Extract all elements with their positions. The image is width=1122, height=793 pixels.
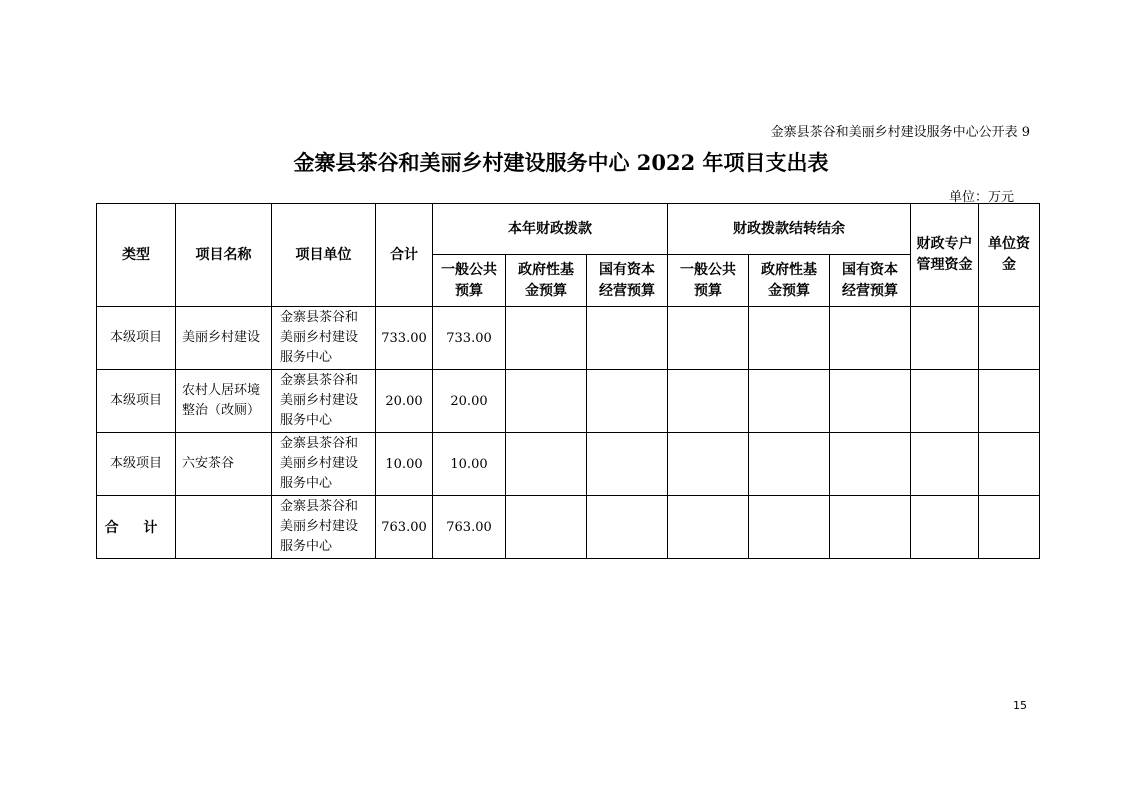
header-carry-state-capital-budget-label: 国有资本经营预算 (842, 261, 899, 299)
total-row-total: 763.00 (376, 496, 433, 559)
row-project-unit-text: 金寨县茶谷和美丽乡村建设服务中心 (280, 373, 359, 428)
row-carry-state-capital (830, 433, 911, 496)
header-special-account-funds (911, 204, 979, 307)
total-row-carry-gov-fund (749, 496, 830, 559)
row-project-unit (272, 433, 376, 496)
row-general-public: 10.00 (433, 433, 506, 496)
row-project-unit-text: 金寨县茶谷和美丽乡村建设服务中心 (280, 436, 359, 491)
document-reference-label: 金寨县茶谷和美丽乡村建设服务中心公开表 9 (770, 125, 1030, 140)
row-carry-state-capital (830, 370, 911, 433)
header-general-public-budget (433, 255, 506, 307)
header-total: 合计 (376, 204, 433, 307)
row-general-public: 20.00 (433, 370, 506, 433)
row-project-name-text: 农村人居环境整治（改厕） (182, 383, 261, 418)
row-project-unit (272, 370, 376, 433)
row-carry-general-public (668, 370, 749, 433)
total-row-carry-state-capital (830, 496, 911, 559)
row-carry-gov-fund (749, 370, 830, 433)
row-project-name (176, 370, 272, 433)
row-gov-fund (506, 307, 587, 370)
row-carry-general-public (668, 433, 749, 496)
header-carry-gov-fund-budget (749, 255, 830, 307)
total-row-label: 合 计 (97, 496, 176, 559)
row-project-unit (272, 307, 376, 370)
row-carry-gov-fund (749, 433, 830, 496)
row-special-account (911, 433, 979, 496)
row-special-account (911, 370, 979, 433)
row-unit-funds (979, 307, 1040, 370)
row-state-capital (587, 433, 668, 496)
row-type: 本级项目 (97, 307, 176, 370)
header-row-1 (97, 204, 1040, 255)
row-total: 20.00 (376, 370, 433, 433)
header-type: 类型 (97, 204, 176, 307)
row-state-capital (587, 307, 668, 370)
header-state-capital-budget (587, 255, 668, 307)
total-row-project-name (176, 496, 272, 559)
row-carry-gov-fund (749, 307, 830, 370)
header-carry-gov-fund-budget-label: 政府性基金预算 (761, 261, 818, 299)
header-unit-funds-label: 单位资金 (988, 236, 1031, 273)
header-project-name: 项目名称 (176, 204, 272, 307)
total-row-unit-funds (979, 496, 1040, 559)
row-type: 本级项目 (97, 370, 176, 433)
row-project-name: 六安茶谷 (176, 433, 272, 496)
row-state-capital (587, 370, 668, 433)
row-carry-general-public (668, 307, 749, 370)
header-unit-funds (979, 204, 1040, 307)
row-gov-fund (506, 433, 587, 496)
row-project-unit-text: 金寨县茶谷和美丽乡村建设服务中心 (280, 310, 359, 365)
row-unit-funds (979, 370, 1040, 433)
total-row-gov-fund (506, 496, 587, 559)
total-row (97, 496, 1040, 559)
unit-label: 单位：万元 (948, 190, 1014, 205)
row-carry-state-capital (830, 307, 911, 370)
total-row-general-public: 763.00 (433, 496, 506, 559)
page-number: 15 (1013, 699, 1027, 712)
total-row-carry-general-public (668, 496, 749, 559)
header-carry-state-capital-budget (830, 255, 911, 307)
header-current-year-appropriation: 本年财政拨款 (433, 204, 668, 255)
header-carry-general-public-budget-label: 一般公共预算 (680, 261, 737, 299)
row-unit-funds (979, 433, 1040, 496)
total-row-state-capital (587, 496, 668, 559)
table-row (97, 370, 1040, 433)
row-special-account (911, 307, 979, 370)
total-row-special-account (911, 496, 979, 559)
header-state-capital-budget-label: 国有资本经营预算 (599, 261, 655, 299)
row-project-name: 美丽乡村建设 (176, 307, 272, 370)
header-special-account-funds-label: 财政专户管理资金 (916, 236, 973, 273)
header-carryover-balance: 财政拨款结转结余 (668, 204, 911, 255)
total-row-project-unit (272, 496, 376, 559)
header-gov-fund-budget (506, 255, 587, 307)
row-general-public: 733.00 (433, 307, 506, 370)
row-type: 本级项目 (97, 433, 176, 496)
header-gov-fund-budget-label: 政府性基金预算 (518, 261, 574, 299)
row-total: 10.00 (376, 433, 433, 496)
total-row-project-unit-text: 金寨县茶谷和美丽乡村建设服务中心 (280, 499, 359, 554)
project-expenditure-table (96, 203, 1040, 559)
table-row (97, 433, 1040, 496)
table-row (97, 307, 1040, 370)
row-gov-fund (506, 370, 587, 433)
header-project-unit: 项目单位 (272, 204, 376, 307)
document-title: 金寨县茶谷和美丽乡村建设服务中心 2022 年项目支出表 (293, 150, 829, 175)
header-carry-general-public-budget (668, 255, 749, 307)
header-general-public-budget-label: 一般公共预算 (441, 261, 497, 299)
row-total: 733.00 (376, 307, 433, 370)
